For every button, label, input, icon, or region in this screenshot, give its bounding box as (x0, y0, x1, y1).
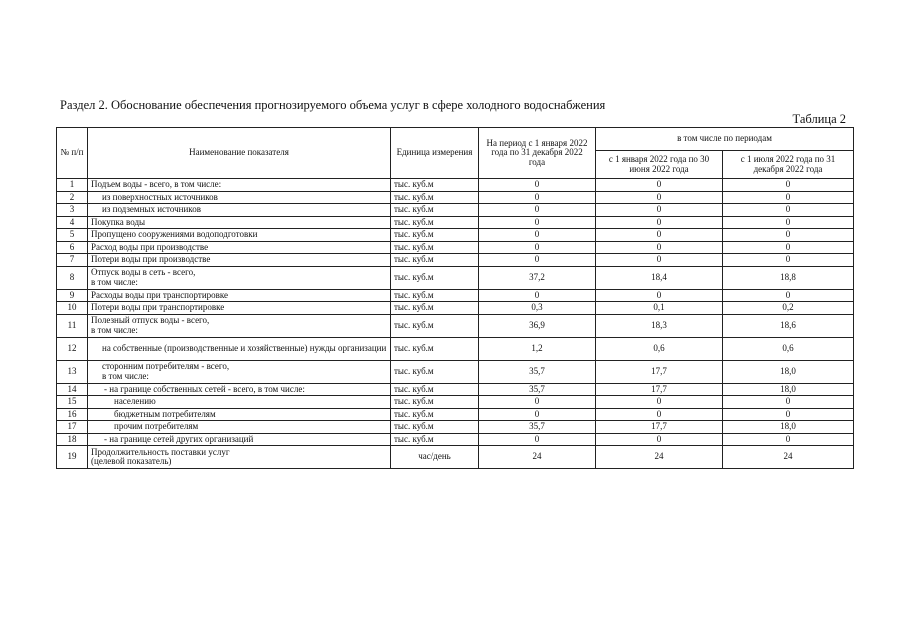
row-h1: 0,1 (596, 302, 723, 315)
row-number: 6 (57, 241, 88, 254)
header-subperiods: в том числе по периодам (596, 128, 854, 151)
row-unit: тыс. куб.м (391, 216, 479, 229)
row-number: 17 (57, 421, 88, 434)
table-label: Таблица 2 (792, 112, 846, 126)
row-h2: 0,6 (723, 337, 854, 360)
row-unit: тыс. куб.м (391, 266, 479, 289)
row-unit: тыс. куб.м (391, 383, 479, 396)
row-h1: 0 (596, 289, 723, 302)
row-h1: 17,7 (596, 360, 723, 383)
row-number: 10 (57, 302, 88, 315)
row-total: 0 (479, 396, 596, 409)
row-name: из подземных источников (88, 204, 391, 217)
row-name: на собственные (производственные и хозяйственные) нужды организации (88, 337, 391, 360)
table-row (57, 396, 854, 409)
row-unit: тыс. куб.м (391, 337, 479, 360)
row-h1: 0 (596, 216, 723, 229)
row-name: Расход воды при производстве (88, 241, 391, 254)
row-total: 0 (479, 204, 596, 217)
row-h2: 0 (723, 191, 854, 204)
row-name: из поверхностных источников (88, 191, 391, 204)
row-name: бюджетным потребителям (88, 408, 391, 421)
table-row (57, 229, 854, 242)
row-number: 19 (57, 446, 88, 469)
row-h2: 0 (723, 229, 854, 242)
water-supply-table (56, 127, 854, 469)
row-h2: 18,0 (723, 360, 854, 383)
row-h2: 0 (723, 408, 854, 421)
row-name: - на границе собственных сетей - всего, в том числе: (88, 383, 391, 396)
row-name: Пропущено сооружениями водоподготовки (88, 229, 391, 242)
row-h1: 18,3 (596, 314, 723, 337)
table-row (57, 383, 854, 396)
row-number: 11 (57, 314, 88, 337)
row-total: 0 (479, 241, 596, 254)
row-unit: тыс. куб.м (391, 433, 479, 446)
header-name: Наименование показателя (88, 128, 391, 179)
table-row (57, 360, 854, 383)
row-total: 0 (479, 254, 596, 267)
row-total: 35,7 (479, 383, 596, 396)
row-total: 36,9 (479, 314, 596, 337)
row-total: 35,7 (479, 360, 596, 383)
row-name: Покупка воды (88, 216, 391, 229)
row-h1: 0 (596, 396, 723, 409)
row-h2: 18,0 (723, 421, 854, 434)
row-total: 0 (479, 229, 596, 242)
row-h2: 24 (723, 446, 854, 469)
row-number: 5 (57, 229, 88, 242)
row-h2: 0 (723, 179, 854, 192)
table-row (57, 302, 854, 315)
row-h2: 0 (723, 216, 854, 229)
row-name: Отпуск воды в сеть - всего, в том числе: (88, 266, 391, 289)
row-h1: 24 (596, 446, 723, 469)
row-h1: 0,6 (596, 337, 723, 360)
row-h2: 0 (723, 254, 854, 267)
row-h1: 18,4 (596, 266, 723, 289)
row-unit: тыс. куб.м (391, 179, 479, 192)
row-unit: тыс. куб.м (391, 289, 479, 302)
row-h2: 0 (723, 289, 854, 302)
row-h2: 0 (723, 396, 854, 409)
row-total: 37,2 (479, 266, 596, 289)
table-body (57, 179, 854, 469)
row-h1: 0 (596, 191, 723, 204)
row-h1: 0 (596, 229, 723, 242)
row-unit: тыс. куб.м (391, 396, 479, 409)
row-number: 9 (57, 289, 88, 302)
row-unit: тыс. куб.м (391, 204, 479, 217)
row-h1: 0 (596, 408, 723, 421)
table-row (57, 421, 854, 434)
row-unit: тыс. куб.м (391, 314, 479, 337)
header-period: На период с 1 января 2022 года по 31 декабря 2022 года (479, 128, 596, 179)
row-total: 1,2 (479, 337, 596, 360)
row-unit: тыс. куб.м (391, 191, 479, 204)
table-row (57, 216, 854, 229)
row-total: 0,3 (479, 302, 596, 315)
row-unit: тыс. куб.м (391, 421, 479, 434)
row-h2: 18,6 (723, 314, 854, 337)
row-number: 2 (57, 191, 88, 204)
row-name: - на границе сетей других организаций (88, 433, 391, 446)
row-total: 0 (479, 289, 596, 302)
row-total: 35,7 (479, 421, 596, 434)
table-row (57, 446, 854, 469)
row-name: Потери воды при производстве (88, 254, 391, 267)
row-number: 1 (57, 179, 88, 192)
header-sub2: с 1 июля 2022 года по 31 декабря 2022 года (723, 151, 854, 179)
row-h2: 18,8 (723, 266, 854, 289)
row-total: 24 (479, 446, 596, 469)
row-number: 12 (57, 337, 88, 360)
table-row (57, 179, 854, 192)
table-row (57, 408, 854, 421)
row-h1: 0 (596, 204, 723, 217)
row-name: прочим потребителям (88, 421, 391, 434)
row-h1: 17,7 (596, 383, 723, 396)
row-h1: 0 (596, 254, 723, 267)
row-name: населению (88, 396, 391, 409)
row-h1: 0 (596, 241, 723, 254)
header-sub1: с 1 января 2022 года по 30 июня 2022 года (596, 151, 723, 179)
row-h2: 0 (723, 433, 854, 446)
row-h2: 18,0 (723, 383, 854, 396)
header-unit: Единица измерения (391, 128, 479, 179)
row-number: 8 (57, 266, 88, 289)
row-name: Расходы воды при транспортировке (88, 289, 391, 302)
row-total: 0 (479, 191, 596, 204)
row-h1: 17,7 (596, 421, 723, 434)
row-h2: 0,2 (723, 302, 854, 315)
row-h2: 0 (723, 241, 854, 254)
row-h1: 0 (596, 179, 723, 192)
row-unit: тыс. куб.м (391, 360, 479, 383)
row-number: 18 (57, 433, 88, 446)
row-number: 7 (57, 254, 88, 267)
row-number: 13 (57, 360, 88, 383)
row-number: 14 (57, 383, 88, 396)
section-title: Раздел 2. Обоснование обеспечения прогнозируемого объема услуг в сфере холодного водоснабжения (60, 98, 606, 112)
row-h1: 0 (596, 433, 723, 446)
row-number: 4 (57, 216, 88, 229)
table-row (57, 204, 854, 217)
row-name: Продолжительность поставки услуг (целевой показатель) (88, 446, 391, 469)
table-row (57, 337, 854, 360)
row-unit: тыс. куб.м (391, 241, 479, 254)
row-total: 0 (479, 433, 596, 446)
row-name: Подъем воды - всего, в том числе: (88, 179, 391, 192)
table-row (57, 241, 854, 254)
row-name: Потери воды при транспортировке (88, 302, 391, 315)
row-total: 0 (479, 408, 596, 421)
row-unit: тыс. куб.м (391, 302, 479, 315)
row-name: сторонним потребителям - всего, в том числе: (88, 360, 391, 383)
table-row (57, 254, 854, 267)
row-number: 16 (57, 408, 88, 421)
table-row (57, 289, 854, 302)
header-num: № п/п (57, 128, 88, 179)
row-number: 3 (57, 204, 88, 217)
table-row (57, 433, 854, 446)
row-unit: тыс. куб.м (391, 254, 479, 267)
row-unit: час/день (391, 446, 479, 469)
table-row (57, 266, 854, 289)
table-row (57, 191, 854, 204)
row-name: Полезный отпуск воды - всего, в том числе: (88, 314, 391, 337)
row-unit: тыс. куб.м (391, 408, 479, 421)
row-unit: тыс. куб.м (391, 229, 479, 242)
row-total: 0 (479, 216, 596, 229)
table-row (57, 314, 854, 337)
row-number: 15 (57, 396, 88, 409)
row-h2: 0 (723, 204, 854, 217)
row-total: 0 (479, 179, 596, 192)
